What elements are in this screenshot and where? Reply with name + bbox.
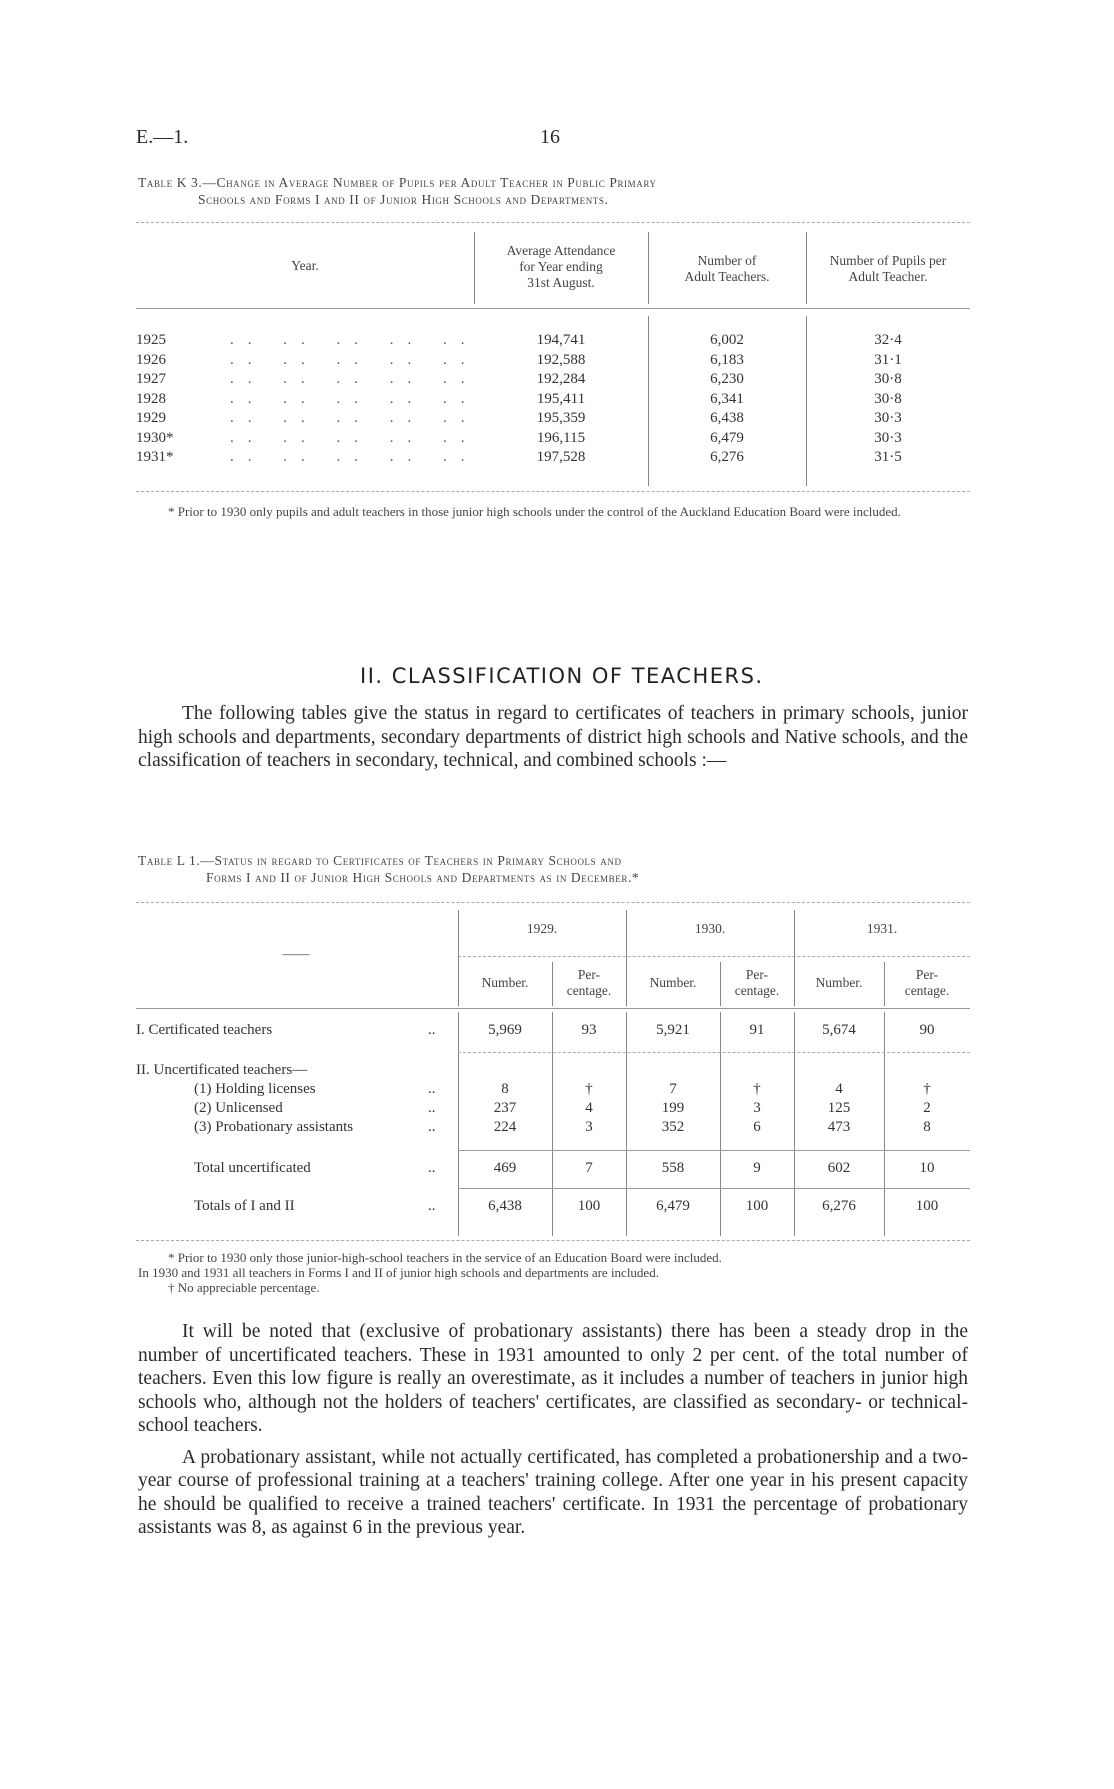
header-line: centage. (904, 983, 950, 998)
teachers-cell: 6,230 (710, 371, 744, 387)
table-k3-caption-line1: Table K 3.—Change in Average Number of Pupils per Adult Teacher in Public Primary (138, 175, 657, 190)
number-cell: 5,921 (656, 1022, 690, 1038)
table-k3-bottom-rule (136, 491, 970, 492)
percentage-cell: 100 (577, 1198, 601, 1214)
leader-dots: .. (428, 1081, 436, 1097)
row-label: (3) Probationary assistants (194, 1119, 354, 1135)
intro-paragraph: The following tables give the status in regard to certificates of teachers in primary schools, junior high schools and departments, secondary departments of district high schools and Native schools, and the classification of teachers in secondary, technical, and combined schools :— (138, 703, 968, 771)
leader-dots: .. (428, 1119, 436, 1135)
header-line: 31st August. (527, 275, 595, 290)
row-label: Totals of I and II (194, 1198, 295, 1214)
teachers-cell: 6,276 (710, 449, 744, 465)
ratio-cell: 31·1 (874, 351, 902, 368)
ratio-cell: 30·8 (874, 390, 902, 407)
number-cell: 469 (493, 1160, 517, 1176)
percentage-cell: 9 (753, 1160, 761, 1176)
teachers-cell: 6,002 (710, 332, 744, 348)
closing-text (138, 1320, 968, 1548)
percentage-cell: 6 (753, 1119, 761, 1135)
table-k3-header-rule (136, 308, 970, 309)
percentage-cell: 3 (585, 1119, 593, 1135)
number-cell: 7 (669, 1081, 677, 1097)
number-cell: 6,276 (822, 1198, 856, 1214)
number-cell: 558 (661, 1160, 685, 1176)
table-l1-sub-percent (884, 967, 970, 999)
year-cell: 1927 (136, 371, 166, 387)
table-k3-caption (138, 174, 968, 208)
row-label: (1) Holding licenses (194, 1081, 316, 1097)
header-line: centage. (566, 983, 612, 998)
leader-dots: .. .. .. .. .. (230, 449, 479, 465)
number-cell: 4 (835, 1081, 843, 1097)
table-l1-caption-line2: Forms I and II of Junior High Schools and Departments as in December.* (206, 870, 640, 885)
table-l1-sub-number: Number. (649, 975, 697, 990)
number-cell: 602 (827, 1160, 851, 1176)
number-cell: 237 (493, 1100, 517, 1116)
number-cell: 125 (827, 1100, 851, 1116)
number-cell: 8 (501, 1081, 509, 1097)
header-line: Per- (577, 967, 601, 982)
table-l1-header-rule (136, 1008, 970, 1009)
table-l1-rule (458, 1188, 970, 1189)
header-line: Number of Pupils per (829, 253, 947, 268)
leader-dots: .. (428, 1100, 436, 1116)
closing-paragraph-1: It will be noted that (exclusive of probationary assistants) there has been a steady drop in the number of uncertificated teachers. These in 1931 amounted to only 2 per cent. of the total number of teachers. Even this low figure is really an overestimate, as it includes a number of teachers in junior high schools who, although not the holders of teachers' certificates, are classified as secondary- or technical-school teachers. (138, 1321, 968, 1436)
teachers-cell: 6,183 (710, 351, 744, 368)
closing-paragraph-2: A probationary assistant, while not actually certificated, has completed a probationership and a two-year course of professional training at a teachers' training college. After one year in his present capacity he should be qualified to receive a trained teachers' certificate. In 1931 the percentage of probationary assistants was 8, as against 6 in the previous year. (138, 1446, 968, 1538)
table-l1-sub-number: Number. (481, 975, 529, 990)
year-cell: 1925 (136, 332, 166, 348)
year-cell: 1928 (136, 390, 166, 407)
percentage-cell: 2 (923, 1100, 931, 1116)
teachers-cell: 6,438 (710, 410, 744, 426)
attendance-cell: 195,411 (536, 390, 586, 407)
table-k3-top-rule (136, 222, 970, 223)
ratio-cell: 30·3 (874, 429, 902, 446)
leader-dots: .. (428, 1198, 436, 1214)
section-intro (138, 702, 968, 781)
percentage-cell: † (585, 1081, 593, 1097)
number-cell: 6,479 (656, 1198, 690, 1214)
percentage-cell: 8 (923, 1119, 931, 1135)
number-cell: 5,969 (488, 1022, 522, 1038)
leader-dots: .. .. .. .. .. (230, 371, 479, 387)
year-cell: 1930* (136, 429, 174, 446)
table-l1-stub-dash: —— (282, 946, 310, 961)
percentage-cell: 91 (749, 1022, 765, 1038)
number-cell: 473 (827, 1119, 851, 1135)
header-line: Adult Teachers. (684, 269, 770, 284)
table-l1-year-rule (458, 956, 970, 957)
number-cell: 5,674 (822, 1022, 856, 1038)
table-l1-footnote: † No appreciable percentage. (168, 1280, 320, 1295)
ratio-cell: 30·3 (874, 410, 902, 426)
leader-dots: .. .. .. .. .. (230, 429, 479, 446)
percentage-cell: 90 (919, 1022, 935, 1038)
row-label: (2) Unlicensed (194, 1100, 283, 1116)
leader-dots: .. .. .. .. .. (230, 410, 479, 426)
ratio-cell: 30·8 (874, 371, 902, 387)
ratio-cell: 31·5 (874, 449, 902, 465)
percentage-cell: † (923, 1081, 931, 1097)
table-l1-footnote: * Prior to 1930 only those junior-high-school teachers in the service of an Education Board were included. (168, 1250, 722, 1265)
header-line: for Year ending (519, 259, 603, 274)
table-k3-col-attendance (474, 243, 648, 291)
number-cell: 224 (493, 1119, 517, 1135)
attendance-cell: 192,284 (536, 371, 586, 387)
attendance-cell: 196,115 (536, 429, 586, 446)
row-label: I. Certificated teachers (136, 1022, 273, 1038)
header-line: Number of (697, 253, 757, 268)
attendance-cell: 197,528 (536, 449, 586, 465)
table-l1-year-1931: 1931. (866, 921, 898, 936)
percentage-cell: 7 (585, 1160, 593, 1176)
table-l1-caption-line1: Table L 1.—Status in regard to Certificates of Teachers in Primary Schools and (138, 853, 622, 868)
document-code: E.—1. (136, 126, 189, 148)
leader-dots: .. (428, 1022, 436, 1038)
table-k3-caption-line2: Schools and Forms I and II of Junior High Schools and Departments. (198, 192, 609, 207)
attendance-cell: 192,588 (536, 351, 586, 368)
header-line: Adult Teacher. (848, 269, 928, 284)
table-k3-col-year: Year. (291, 258, 319, 273)
percentage-cell: 93 (581, 1022, 597, 1038)
table-l1-sub-percent (552, 967, 626, 999)
page-number: 16 (540, 126, 560, 148)
percentage-cell: 10 (919, 1160, 935, 1176)
number-cell: 199 (661, 1100, 685, 1116)
year-cell: 1931* (136, 449, 174, 465)
ratio-cell: 32·4 (874, 332, 902, 348)
row-label: II. Uncertificated teachers— (136, 1062, 308, 1078)
attendance-cell: 195,359 (536, 410, 586, 426)
table-k3-col-ratio (806, 253, 970, 285)
year-cell: 1926 (136, 351, 166, 368)
percentage-cell: 4 (585, 1100, 593, 1116)
header-line: Per- (745, 967, 769, 982)
percentage-cell: 100 (745, 1198, 769, 1214)
leader-dots: .. .. .. .. .. (230, 351, 479, 368)
year-cell: 1929 (136, 410, 166, 426)
teachers-cell: 6,479 (710, 429, 744, 446)
table-l1-top-rule (136, 902, 970, 903)
percentage-cell: † (753, 1081, 761, 1097)
table-l1-footnote: In 1930 and 1931 all teachers in Forms I and II of junior high schools and departments are included. (138, 1265, 659, 1280)
header-line: Per- (915, 967, 939, 982)
table-k3-col-teachers (648, 253, 806, 285)
table-l1-year-1929: 1929. (526, 921, 558, 936)
table-l1-sub-number: Number. (815, 975, 863, 990)
leader-dots: .. .. .. .. .. (230, 332, 479, 348)
table-l1-rule (458, 1052, 970, 1053)
table-l1-year-1930: 1930. (694, 921, 726, 936)
number-cell: 352 (661, 1119, 685, 1135)
section-heading: II. CLASSIFICATION OF TEACHERS. (360, 664, 764, 688)
number-cell: 6,438 (488, 1198, 522, 1214)
table-l1-caption (138, 852, 968, 886)
attendance-cell: 194,741 (536, 332, 586, 348)
leader-dots: .. .. .. .. .. (230, 390, 479, 407)
percentage-cell: 3 (753, 1100, 761, 1116)
leader-dots: .. (428, 1160, 436, 1176)
teachers-cell: 6,341 (710, 390, 744, 407)
table-l1-rule (458, 1150, 970, 1151)
table-l1-sub-percent (720, 967, 794, 999)
header-line: Average Attendance (506, 243, 616, 258)
table-l1-footnotes (138, 1250, 968, 1295)
table-k3-footnote: * Prior to 1930 only pupils and adult teachers in those junior high schools under the control of the Auckland Education Board were included. (168, 504, 901, 519)
header-line: centage. (734, 983, 780, 998)
table-l1-bottom-rule (136, 1240, 970, 1241)
row-label: Total uncertificated (194, 1160, 311, 1176)
percentage-cell: 100 (915, 1198, 939, 1214)
